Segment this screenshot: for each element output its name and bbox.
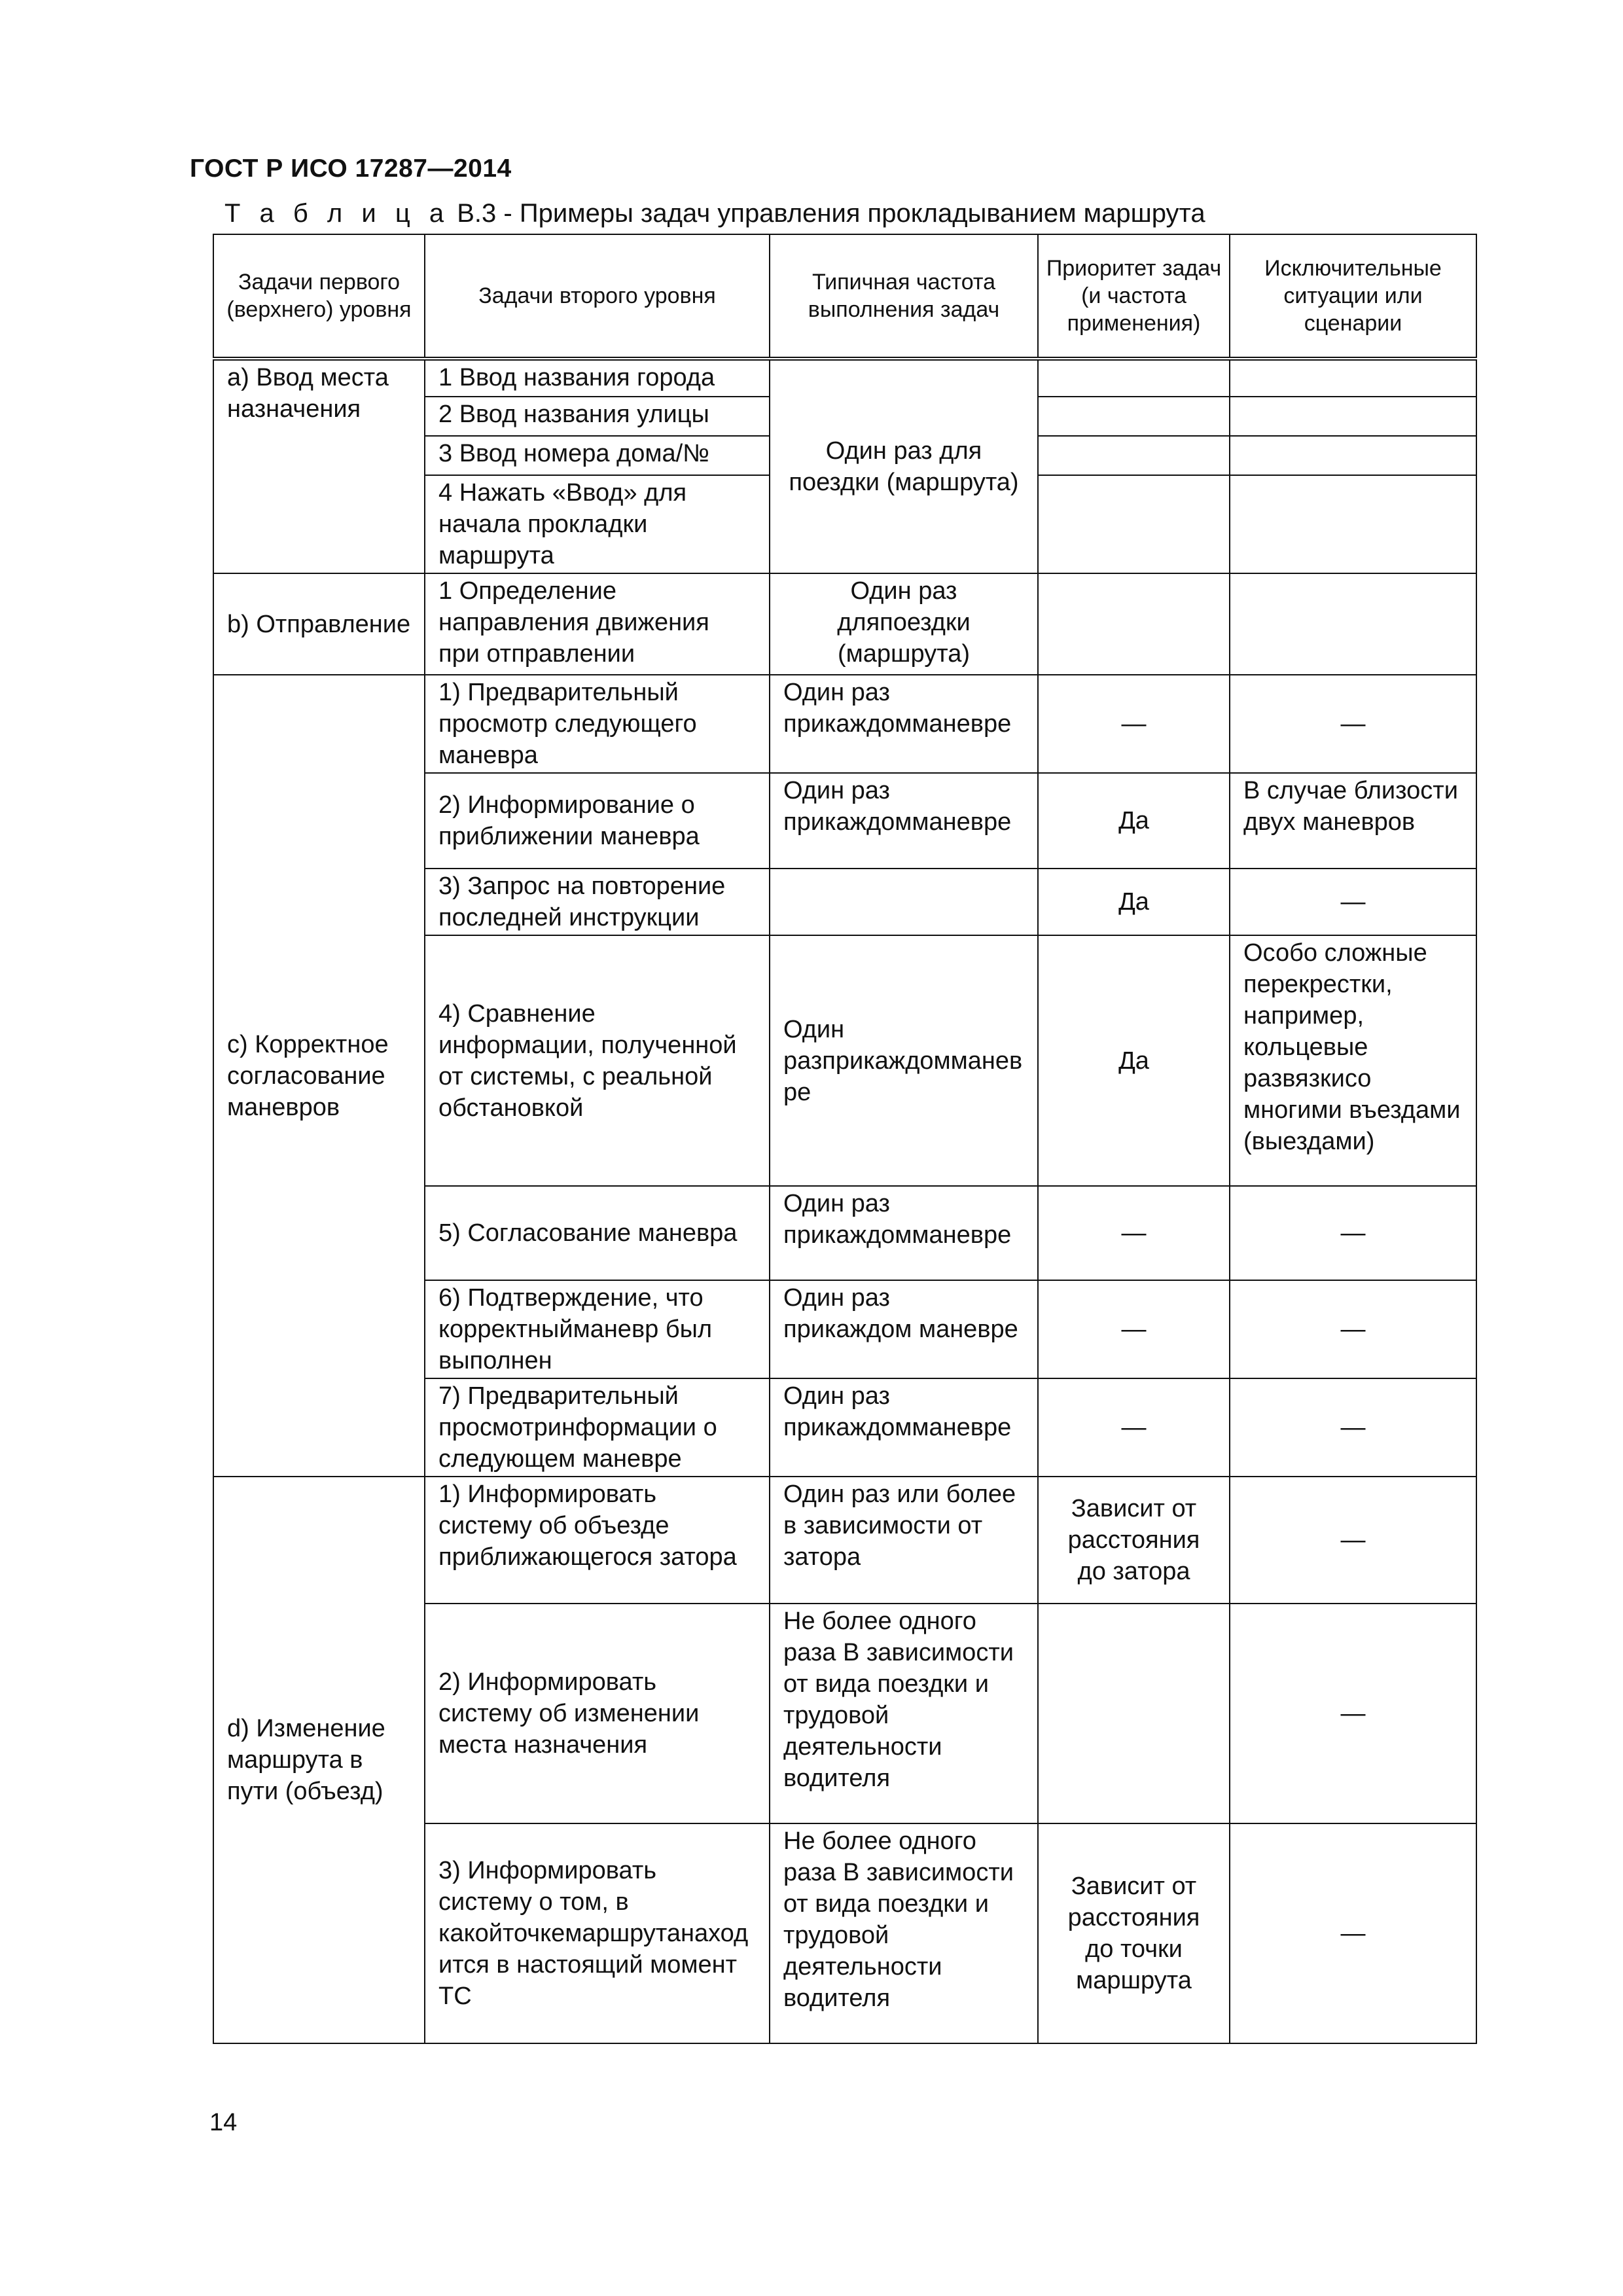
table-header-row [213,234,1476,359]
table-caption [224,199,1205,228]
task-frequency: Не более одного раза В зависимости от вида поездки и трудовой деятельности водителя [770,1823,1038,2043]
task-frequency: Один раз для поездки (маршрута) [770,359,1038,573]
column-header: Приоритет задач (и частота применения) [1038,234,1230,359]
table-row [213,359,1476,397]
priority-cell [1038,573,1230,675]
priority-cell: — [1038,1378,1230,1477]
document-header: ГОСТ Р ИСО 17287—2014 [190,154,512,183]
exception-cell: — [1230,1378,1476,1477]
priority-cell [1038,1604,1230,1823]
priority-cell: — [1038,675,1230,773]
first-level-task: b) Отправление [213,573,425,675]
second-level-task: 2) Информировать систему об изменении места назначения [425,1604,770,1823]
second-level-task: 1 Определение направления движения при отправлении [425,573,770,675]
exception-cell: — [1230,1823,1476,2043]
second-level-task: 5) Согласование маневра [425,1186,770,1280]
second-level-task: 1 Ввод названия города [425,359,770,397]
task-frequency: Один раз или более в зависимости от затора [770,1477,1038,1604]
second-level-task: 3 Ввод номера дома/№ [425,436,770,475]
exception-cell [1230,397,1476,436]
priority-cell: Зависит от расстояния до затора [1038,1477,1230,1604]
task-frequency: Один раз прикаждом маневре [770,1280,1038,1378]
caption-text: - Примеры задач управления прокладыванием маршрута [503,199,1205,228]
task-frequency: Один раз прикаждомманевре [770,675,1038,773]
second-level-task: 3) Запрос на повторение последней инструкции [425,869,770,935]
exception-cell [1230,475,1476,573]
exception-cell: — [1230,869,1476,935]
exception-cell [1230,573,1476,675]
priority-cell [1038,436,1230,475]
exception-cell [1230,436,1476,475]
task-frequency: Один раз прикаждомманевре [770,773,1038,869]
page-number: 14 [209,2109,238,2136]
exception-cell: — [1230,1477,1476,1604]
table-row [213,675,1476,773]
caption-label: Т а б л и ц а [224,199,450,228]
priority-cell: Зависит от расстояния до точки маршрута [1038,1823,1230,2043]
route-tasks-table [213,234,1477,2044]
table-row [213,573,1476,675]
exception-cell: В случае близости двух маневров [1230,773,1476,869]
second-level-task: 3) Информировать систему о том, в какойточкемаршрутанаходится в настоящий момент ТС [425,1823,770,2043]
second-level-task: 1) Информировать систему об объезде приближающегося затора [425,1477,770,1604]
second-level-task: 7) Предварительный просмотринформации о следующем маневре [425,1378,770,1477]
second-level-task: 4) Сравнение информации, полученной от системы, с реальной обстановкой [425,935,770,1186]
task-frequency: Один раз прикаждомманевре [770,1186,1038,1280]
exception-cell: — [1230,1186,1476,1280]
column-header: Задачи первого (верхнего) уровня [213,234,425,359]
task-frequency [770,869,1038,935]
first-level-task: а) Ввод места назначения [213,359,425,573]
task-frequency: Один раз прикаждомманевре [770,1378,1038,1477]
caption-number: В.3 [457,199,497,228]
first-level-task: d) Изменение маршрута в пути (объезд) [213,1477,425,2043]
task-frequency: Не более одного раза В зависимости от вида поездки и трудовой деятельности водителя [770,1604,1038,1823]
priority-cell [1038,397,1230,436]
priority-cell: Да [1038,773,1230,869]
priority-cell [1038,359,1230,397]
first-level-task: с) Корректное согласование маневров [213,675,425,1477]
table-row [213,1477,1476,1604]
priority-cell: Да [1038,869,1230,935]
second-level-task: 2 Ввод названия улицы [425,397,770,436]
exception-cell: — [1230,1280,1476,1378]
task-frequency: Один разприкаждомманевре [770,935,1038,1186]
priority-cell: — [1038,1186,1230,1280]
exception-cell: Особо сложные перекрестки, например, кольцевые развязкисо многими въездами (выездами) [1230,935,1476,1186]
second-level-task: 4 Нажать «Ввод» для начала прокладки маршрута [425,475,770,573]
second-level-task: 6) Подтверждение, что корректныйманевр был выполнен [425,1280,770,1378]
column-header: Типичная частота выполнения задач [770,234,1038,359]
second-level-task: 1) Предварительный просмотр следующего маневра [425,675,770,773]
priority-cell: Да [1038,935,1230,1186]
task-frequency: Один раз дляпоездки (маршрута) [770,573,1038,675]
exception-cell [1230,359,1476,397]
column-header: Задачи второго уровня [425,234,770,359]
priority-cell: — [1038,1280,1230,1378]
exception-cell: — [1230,1604,1476,1823]
priority-cell [1038,475,1230,573]
column-header: Исключительные ситуации или сценарии [1230,234,1476,359]
second-level-task: 2) Информирование о приближении маневра [425,773,770,869]
exception-cell: — [1230,675,1476,773]
